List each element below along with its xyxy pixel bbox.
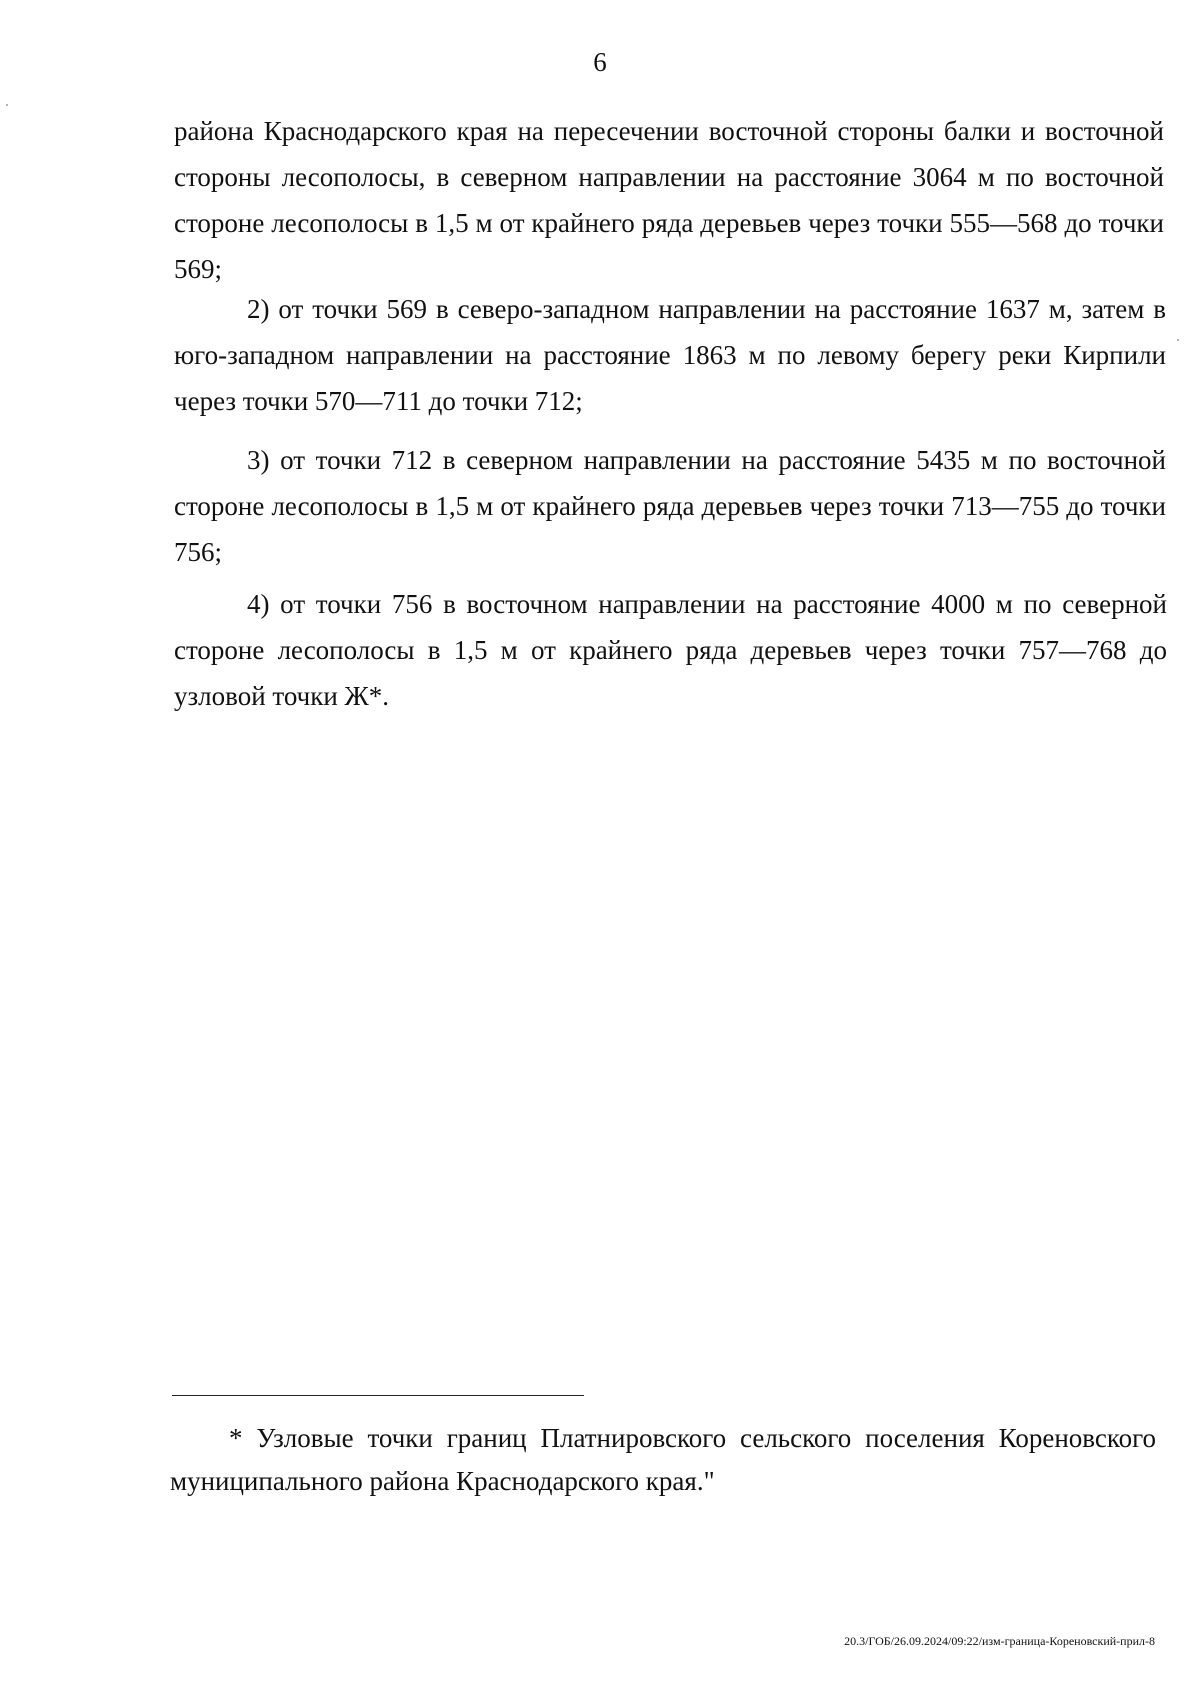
footnote-separator [172, 1395, 584, 1396]
body-paragraph-item-3: 3) от точки 712 в северном направлении на расстояние 5435 м по восточной стороне лесополосы в 1,5 м от крайнего ряда деревьев через точки 713—755 до точки 756; [174, 445, 1166, 567]
scan-speck [1177, 339, 1179, 341]
footnote-text: * Узловые точки границ Платнировского сельского поселения Кореновского муниципального района Краснодарского края." [170, 1423, 1156, 1496]
scan-speck [6, 104, 8, 106]
page-number: 6 [593, 47, 607, 77]
body-paragraph-item-4: 4) от точки 756 в восточном направлении на расстояние 4000 м по северной стороне лесополосы в 1,5 м от крайнего ряда деревьев через точки 757—768 до узловой точки Ж*. [174, 589, 1167, 711]
body-paragraph-continuation: района Краснодарского края на пересечении восточной стороны балки и восточной стороны лесополосы, в северном направлении на расстояние 3064 м по восточной стороне лесополосы в 1,5 м от крайнего ряда деревьев через точки 555—568 до точки 569; [174, 116, 1164, 284]
body-paragraph-item-2: 2) от точки 569 в северо-западном направлении на расстояние 1637 м, затем в юго-западном направлении на расстояние 1863 м по левому берегу реки Кирпили через точки 570—711 до точки 712; [174, 294, 1166, 416]
document-reference: 20.3/ГОБ/26.09.2024/09:22/изм-граница-Кореновский-прил-8 [844, 1634, 1155, 1648]
